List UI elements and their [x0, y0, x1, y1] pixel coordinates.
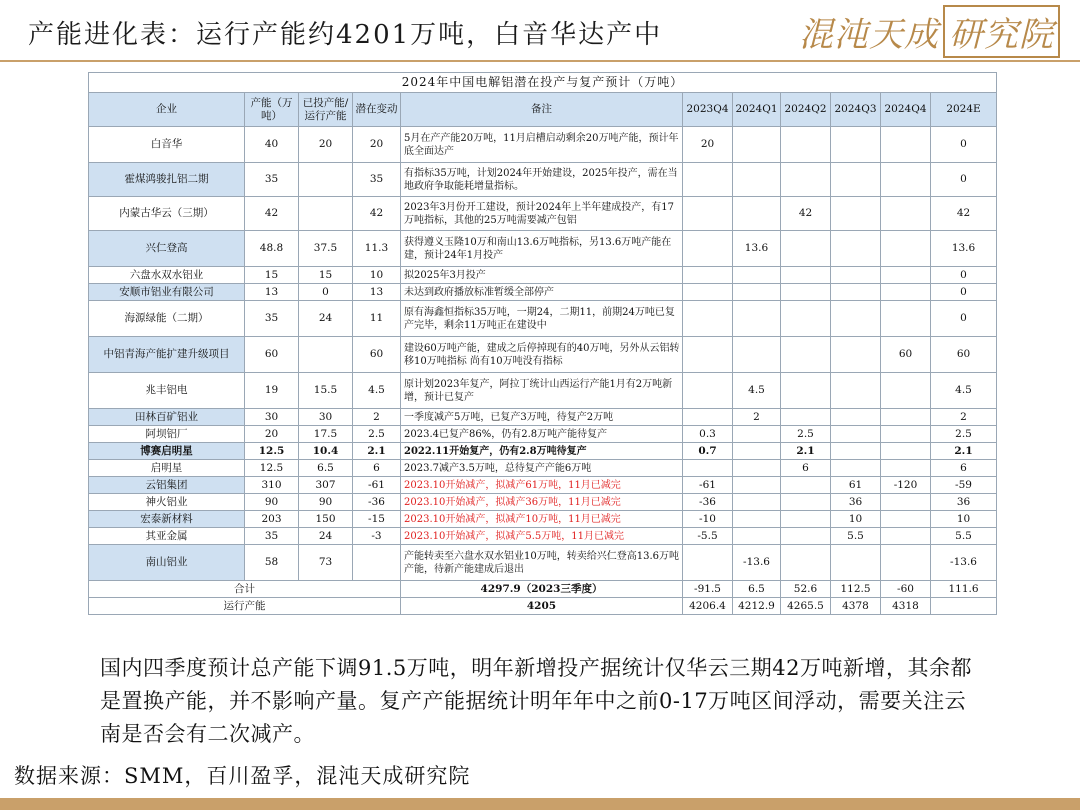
logo-text: 混沌天成: [799, 14, 939, 55]
value-cell: 52.6: [781, 581, 831, 598]
value-cell: 6: [931, 460, 997, 477]
value-cell: [881, 409, 931, 426]
table-row: [89, 163, 997, 197]
table-header-row: [89, 93, 997, 127]
value-cell: [781, 337, 831, 373]
value-cell: [733, 301, 781, 337]
value-cell: -59: [931, 477, 997, 494]
value-cell: 35: [245, 163, 299, 197]
value-cell: 15.5: [299, 373, 353, 409]
value-cell: [683, 231, 733, 267]
value-cell: [733, 197, 781, 231]
value-cell: [831, 231, 881, 267]
value-cell: 0.3: [683, 426, 733, 443]
value-cell: 2.5: [353, 426, 401, 443]
value-cell: 35: [245, 301, 299, 337]
data-source: 数据来源：SMM，百川盈孚，混沌天成研究院: [14, 764, 471, 788]
value-cell: 112.5: [831, 581, 881, 598]
value-cell: [683, 460, 733, 477]
value-cell: [781, 231, 831, 267]
value-cell: 4265.5: [781, 598, 831, 615]
value-cell: 11: [353, 301, 401, 337]
value-cell: [781, 127, 831, 163]
value-cell: -5.5: [683, 528, 733, 545]
value-cell: [881, 545, 931, 581]
table-row: [89, 494, 997, 511]
value-cell: 30: [299, 409, 353, 426]
note-cell: 拟2025年3月投产: [401, 267, 683, 284]
value-cell: 42: [931, 197, 997, 231]
value-cell: 0: [931, 284, 997, 301]
company-cell: 宏泰新材料: [89, 511, 245, 528]
value-cell: [733, 528, 781, 545]
value-cell: 61: [831, 477, 881, 494]
value-cell: 24: [299, 301, 353, 337]
value-cell: 0: [931, 301, 997, 337]
value-cell: 0: [931, 267, 997, 284]
note-cell: 建设60万吨产能，建成之后停掉现有的40万吨，另外从云铝转移10万吨指标 尚有10万吨没有指标: [401, 337, 683, 373]
value-cell: 40: [245, 127, 299, 163]
company-cell: 南山铝业: [89, 545, 245, 581]
value-cell: [831, 127, 881, 163]
value-cell: 36: [931, 494, 997, 511]
company-cell: 博赛启明星: [89, 443, 245, 460]
value-cell: 90: [299, 494, 353, 511]
value-cell: 2: [353, 409, 401, 426]
value-cell: [831, 284, 881, 301]
value-cell: [733, 267, 781, 284]
footer-bar: [0, 798, 1080, 810]
value-cell: [299, 163, 353, 197]
table-caption-row: [89, 73, 997, 93]
value-cell: 4.5: [931, 373, 997, 409]
value-cell: 60: [881, 337, 931, 373]
table-row: [89, 337, 997, 373]
value-cell: [831, 409, 881, 426]
sum-row-label: 合计: [89, 581, 401, 598]
value-cell: -36: [353, 494, 401, 511]
value-cell: 4318: [881, 598, 931, 615]
value-cell: 0: [931, 127, 997, 163]
value-cell: [831, 197, 881, 231]
value-cell: [881, 528, 931, 545]
value-cell: 15: [245, 267, 299, 284]
value-cell: [683, 284, 733, 301]
value-cell: -60: [881, 581, 931, 598]
company-cell: 白音华: [89, 127, 245, 163]
value-cell: [881, 301, 931, 337]
company-cell: 田林百矿铝业: [89, 409, 245, 426]
value-cell: 13: [353, 284, 401, 301]
table-caption: 2024年中国电解铝潜在投产与复产预计（万吨）: [89, 73, 997, 93]
column-header: 2024Q4: [881, 93, 931, 127]
value-cell: 10.4: [299, 443, 353, 460]
value-cell: [683, 267, 733, 284]
value-cell: 90: [245, 494, 299, 511]
company-cell: 兴仁登高: [89, 231, 245, 267]
value-cell: [881, 460, 931, 477]
table-row: [89, 477, 997, 494]
table-row: [89, 301, 997, 337]
value-cell: [831, 426, 881, 443]
value-cell: [733, 127, 781, 163]
value-cell: [881, 426, 931, 443]
value-cell: 19: [245, 373, 299, 409]
value-cell: 20: [353, 127, 401, 163]
value-cell: 2.5: [781, 426, 831, 443]
note-cell: 未达到政府播放标准暂缓全部停产: [401, 284, 683, 301]
value-cell: 35: [353, 163, 401, 197]
sum-row-note: 4297.9（2023三季度）: [401, 581, 683, 598]
value-cell: [683, 373, 733, 409]
value-cell: [881, 231, 931, 267]
company-cell: 启明星: [89, 460, 245, 477]
value-cell: [881, 511, 931, 528]
table-row: [89, 409, 997, 426]
value-cell: [353, 545, 401, 581]
value-cell: 5.5: [831, 528, 881, 545]
value-cell: [781, 477, 831, 494]
value-cell: 13.6: [733, 231, 781, 267]
value-cell: -36: [683, 494, 733, 511]
value-cell: 60: [931, 337, 997, 373]
company-cell: 中铝青海产能扩建升级项目: [89, 337, 245, 373]
value-cell: [733, 443, 781, 460]
logo-box-text: 研究院: [943, 5, 1060, 58]
value-cell: [831, 301, 881, 337]
company-cell: 海源绿能（二期）: [89, 301, 245, 337]
value-cell: [683, 545, 733, 581]
value-cell: 5.5: [931, 528, 997, 545]
value-cell: [831, 163, 881, 197]
company-cell: 霍煤鸿骏扎铝二期: [89, 163, 245, 197]
value-cell: [831, 373, 881, 409]
note-cell: 原计划2023年复产，阿拉丁统计山西运行产能1月有2万吨新增，预计已复产: [401, 373, 683, 409]
value-cell: 42: [353, 197, 401, 231]
value-cell: 36: [831, 494, 881, 511]
value-cell: 13: [245, 284, 299, 301]
value-cell: [733, 337, 781, 373]
value-cell: 37.5: [299, 231, 353, 267]
capacity-table: [88, 72, 997, 615]
column-header: 备注: [401, 93, 683, 127]
value-cell: [733, 426, 781, 443]
value-cell: [683, 197, 733, 231]
value-cell: -10: [683, 511, 733, 528]
value-cell: [781, 301, 831, 337]
value-cell: [881, 284, 931, 301]
value-cell: [781, 163, 831, 197]
value-cell: [781, 528, 831, 545]
note-cell: 一季度减产5万吨，已复产3万吨，待复产2万吨: [401, 409, 683, 426]
note-cell: 2023.10开始减产，拟减产10万吨，11月已减完: [401, 511, 683, 528]
value-cell: [881, 267, 931, 284]
value-cell: 13.6: [931, 231, 997, 267]
slide-title: 产能进化表：运行产能约4201万吨，白音华达产中: [28, 20, 663, 50]
value-cell: [733, 163, 781, 197]
company-cell: 六盘水双水铝业: [89, 267, 245, 284]
column-header: 2024E: [931, 93, 997, 127]
value-cell: 111.6: [931, 581, 997, 598]
value-cell: 20: [299, 127, 353, 163]
value-cell: 12.5: [245, 460, 299, 477]
value-cell: 20: [245, 426, 299, 443]
value-cell: [831, 443, 881, 460]
value-cell: [881, 197, 931, 231]
value-cell: 2.5: [931, 426, 997, 443]
company-cell: 兆丰铝电: [89, 373, 245, 409]
value-cell: [831, 545, 881, 581]
value-cell: -3: [353, 528, 401, 545]
title-divider: [0, 60, 1080, 62]
column-header: 潜在变动: [353, 93, 401, 127]
value-cell: 42: [245, 197, 299, 231]
company-cell: 云铝集团: [89, 477, 245, 494]
value-cell: -13.6: [733, 545, 781, 581]
table-row: [89, 511, 997, 528]
value-cell: 310: [245, 477, 299, 494]
value-cell: [781, 267, 831, 284]
column-header: 已投产能/运行产能: [299, 93, 353, 127]
value-cell: 2: [733, 409, 781, 426]
table-row: [89, 460, 997, 477]
value-cell: 10: [931, 511, 997, 528]
company-cell: 神火铝业: [89, 494, 245, 511]
value-cell: 4.5: [353, 373, 401, 409]
table-row: [89, 127, 997, 163]
value-cell: 48.8: [245, 231, 299, 267]
value-cell: 6: [781, 460, 831, 477]
value-cell: 10: [353, 267, 401, 284]
company-cell: 安顺市铝业有限公司: [89, 284, 245, 301]
value-cell: 2: [931, 409, 997, 426]
note-cell: 2022.11开始复产，仍有2.8万吨待复产: [401, 443, 683, 460]
column-header: 2024Q3: [831, 93, 881, 127]
value-cell: 2.1: [353, 443, 401, 460]
value-cell: [733, 477, 781, 494]
value-cell: [881, 443, 931, 460]
note-cell: 2023.10开始减产，拟减产61万吨，11月已减完: [401, 477, 683, 494]
value-cell: 4378: [831, 598, 881, 615]
value-cell: 6.5: [733, 581, 781, 598]
note-cell: 有指标35万吨，计划2024年开始建设，2025年投产，需在当地政府争取能耗增量指标。: [401, 163, 683, 197]
table-row: [89, 426, 997, 443]
note-cell: 2023.4已复产86%，仍有2.8万吨产能待复产: [401, 426, 683, 443]
value-cell: [781, 494, 831, 511]
value-cell: [733, 284, 781, 301]
value-cell: 58: [245, 545, 299, 581]
value-cell: [831, 267, 881, 284]
value-cell: 30: [245, 409, 299, 426]
value-cell: 0: [931, 163, 997, 197]
running-row-note: 4205: [401, 598, 683, 615]
value-cell: 42: [781, 197, 831, 231]
value-cell: [733, 511, 781, 528]
column-header: 2024Q2: [781, 93, 831, 127]
value-cell: [831, 460, 881, 477]
value-cell: 6: [353, 460, 401, 477]
value-cell: 6.5: [299, 460, 353, 477]
column-header: 产能（万吨）: [245, 93, 299, 127]
running-row: [89, 598, 997, 615]
value-cell: 73: [299, 545, 353, 581]
table-row: [89, 267, 997, 284]
value-cell: 12.5: [245, 443, 299, 460]
table-row: [89, 284, 997, 301]
running-row-label: 运行产能: [89, 598, 401, 615]
value-cell: 203: [245, 511, 299, 528]
table-row: [89, 197, 997, 231]
value-cell: 0: [299, 284, 353, 301]
column-header: 2024Q1: [733, 93, 781, 127]
value-cell: [931, 598, 997, 615]
value-cell: 2.1: [931, 443, 997, 460]
value-cell: 20: [683, 127, 733, 163]
value-cell: 4206.4: [683, 598, 733, 615]
value-cell: [683, 337, 733, 373]
note-cell: 2023.10开始减产，拟减产36万吨，11月已减完: [401, 494, 683, 511]
value-cell: -120: [881, 477, 931, 494]
value-cell: 15: [299, 267, 353, 284]
capacity-table-container: [88, 72, 996, 615]
value-cell: -15: [353, 511, 401, 528]
value-cell: [781, 284, 831, 301]
value-cell: [733, 494, 781, 511]
value-cell: 10: [831, 511, 881, 528]
value-cell: [683, 409, 733, 426]
note-cell: 原有海鑫恒指标35万吨，一期24，二期11，前期24万吨已复产完毕，剩余11万吨正在建设中: [401, 301, 683, 337]
value-cell: 60: [245, 337, 299, 373]
value-cell: -61: [353, 477, 401, 494]
value-cell: [781, 409, 831, 426]
table-row: [89, 231, 997, 267]
value-cell: 307: [299, 477, 353, 494]
value-cell: [881, 127, 931, 163]
value-cell: 24: [299, 528, 353, 545]
value-cell: 4212.9: [733, 598, 781, 615]
value-cell: [881, 373, 931, 409]
note-cell: 产能转卖至六盘水双水铝业10万吨，转卖给兴仁登高13.6万吨产能，待新产能建成后退出: [401, 545, 683, 581]
column-header: 企业: [89, 93, 245, 127]
value-cell: [781, 373, 831, 409]
table-row: [89, 545, 997, 581]
value-cell: 0.7: [683, 443, 733, 460]
table-row: [89, 373, 997, 409]
value-cell: 17.5: [299, 426, 353, 443]
value-cell: [683, 163, 733, 197]
value-cell: -13.6: [931, 545, 997, 581]
note-cell: 2023.10开始减产，拟减产5.5万吨，11月已减完: [401, 528, 683, 545]
company-cell: 其亚金属: [89, 528, 245, 545]
column-header: 2023Q4: [683, 93, 733, 127]
brand-logo: [799, 8, 1060, 54]
value-cell: [299, 337, 353, 373]
value-cell: 11.3: [353, 231, 401, 267]
note-cell: 5月在产产能20万吨，11月启槽启动剩余20万吨产能，预计年底全面达产: [401, 127, 683, 163]
value-cell: [781, 511, 831, 528]
value-cell: -61: [683, 477, 733, 494]
company-cell: 内蒙古华云（三期）: [89, 197, 245, 231]
table-row: [89, 443, 997, 460]
note-cell: 2023.7减产3.5万吨，总待复产产能6万吨: [401, 460, 683, 477]
value-cell: 4.5: [733, 373, 781, 409]
value-cell: [881, 163, 931, 197]
value-cell: 150: [299, 511, 353, 528]
value-cell: [733, 460, 781, 477]
note-cell: 2023年3月份开工建设，预计2024年上半年建成投产，有17万吨指标，其他的25万吨需要减产包铝: [401, 197, 683, 231]
value-cell: 35: [245, 528, 299, 545]
value-cell: 60: [353, 337, 401, 373]
value-cell: [831, 337, 881, 373]
sum-row: [89, 581, 997, 598]
value-cell: [881, 494, 931, 511]
value-cell: -91.5: [683, 581, 733, 598]
company-cell: 阿坝铝厂: [89, 426, 245, 443]
summary-text: 国内四季度预计总产能下调91.5万吨，明年新增投产据统计仅华云三期42万吨新增，其余都是置换产能，并不影响产量。复产产能据统计明年年中之前0-17万吨区间浮动，需要关注云南是否会有二次减产。: [100, 656, 972, 746]
note-cell: 获得遵义玉隆10万和南山13.6万吨指标，另13.6万吨产能在建，预计24年1月投产: [401, 231, 683, 267]
value-cell: [299, 197, 353, 231]
value-cell: 2.1: [781, 443, 831, 460]
value-cell: [683, 301, 733, 337]
value-cell: [781, 545, 831, 581]
table-row: [89, 528, 997, 545]
